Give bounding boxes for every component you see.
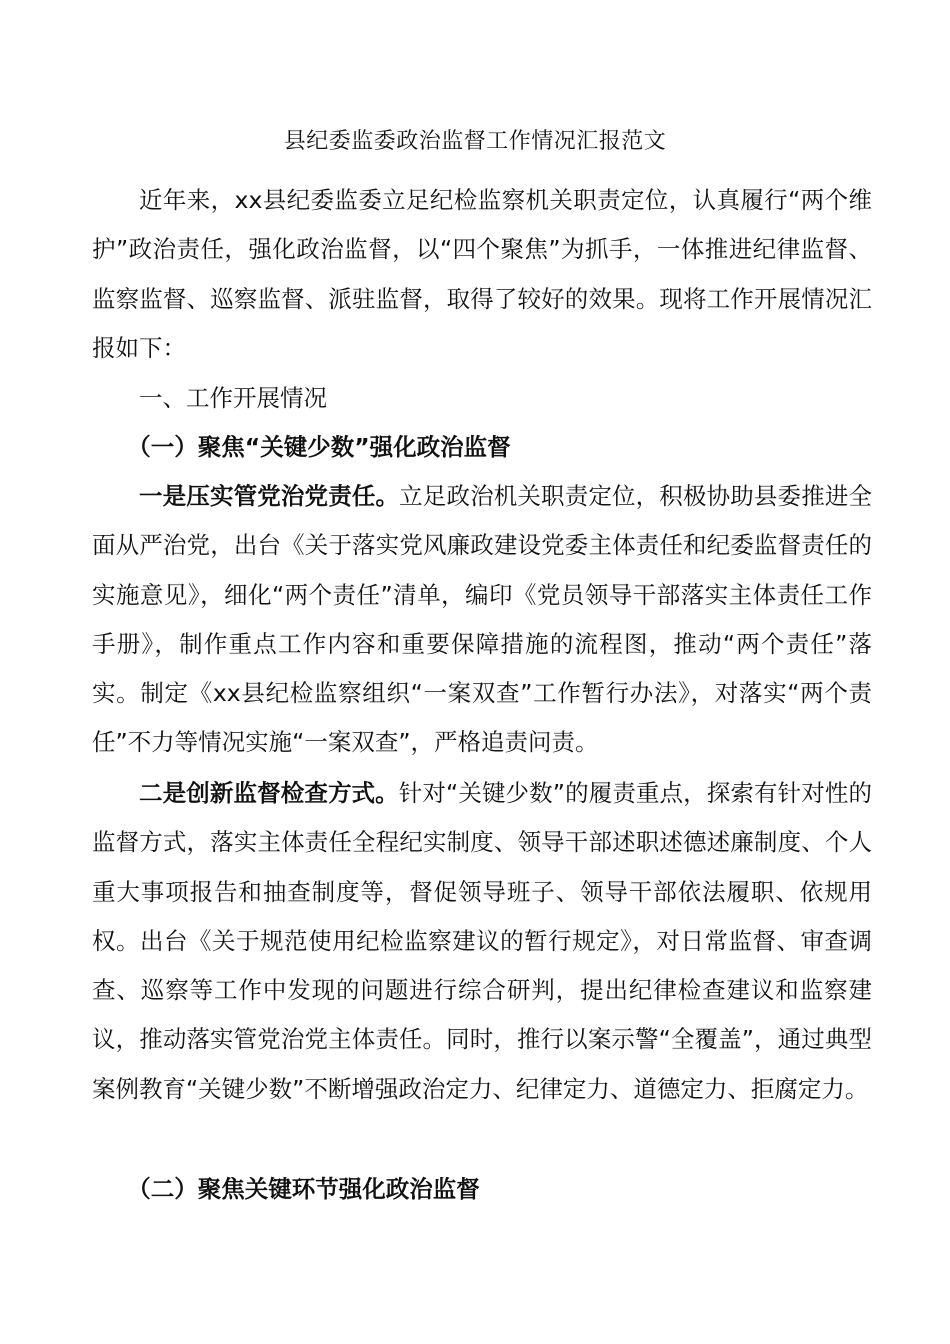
item-1-body: 立足政治机关职责定位，积极协助县委推进全面从严治党，出台《关于落实党风廉政建设党委主体责任和纪委监督责任的实施意见》，细化“两个责任”清单，编印《党员领导干部落实主体责任工作手册》，制作重点工作内容和重要保障措施的流程图，推动“两个责任”落实。制定《xx县纪检监察组织“一案双查”工作暂行办法》，对落实“两个责任”不力等情况实施“一案双查”，严格追责问责。 <box>92 482 873 757</box>
subsection-heading-1: （一）聚焦“关键少数”强化政治监督 <box>127 433 511 461</box>
item-paragraph-2 <box>92 769 872 1114</box>
item-2-body: 针对“关键少数”的履责重点，探索有针对性的监督方式，落实主体责任全程纪实制度、领导干部述职述德述廉制度、个人重大事项报告和抽查制度等，督促领导班子、领导干部依法履职、依规用权。出台《关于规范使用纪检监察建议的暂行规定》，对日常监督、审查调查、巡察等工作中发现的问题进行综合研判，提出纪律检查建议和监察建议，推动落实管党治党主体责任。同时，推行以案示警“全覆盖”，通过典型案例教育“关键少数”不断增强政治定力、纪律定力、道德定力、拒腐定力。 <box>92 779 872 1103</box>
item-1-lead: 一是压实管党治党责任。 <box>139 482 400 510</box>
document-title: 县纪委监委政治监督工作情况汇报范文 <box>283 129 667 154</box>
subsection-heading-2: （二）聚焦关键环节强化政治监督 <box>127 1175 480 1203</box>
intro-paragraph: 近年来，xx县纪委监委立足纪检监察机关职责定位，认真履行“两个维护”政治责任，强化政治监督，以“四个聚焦”为抓手，一体推进纪律监督、监察监督、巡察监督、派驻监督，取得了较好的效果。现将工作开展情况汇报如下： <box>92 186 872 362</box>
section-heading-1: 一、工作开展情况 <box>139 384 327 412</box>
item-2-lead: 二是创新监督检查方式。 <box>139 779 399 807</box>
item-paragraph-1 <box>92 472 872 768</box>
